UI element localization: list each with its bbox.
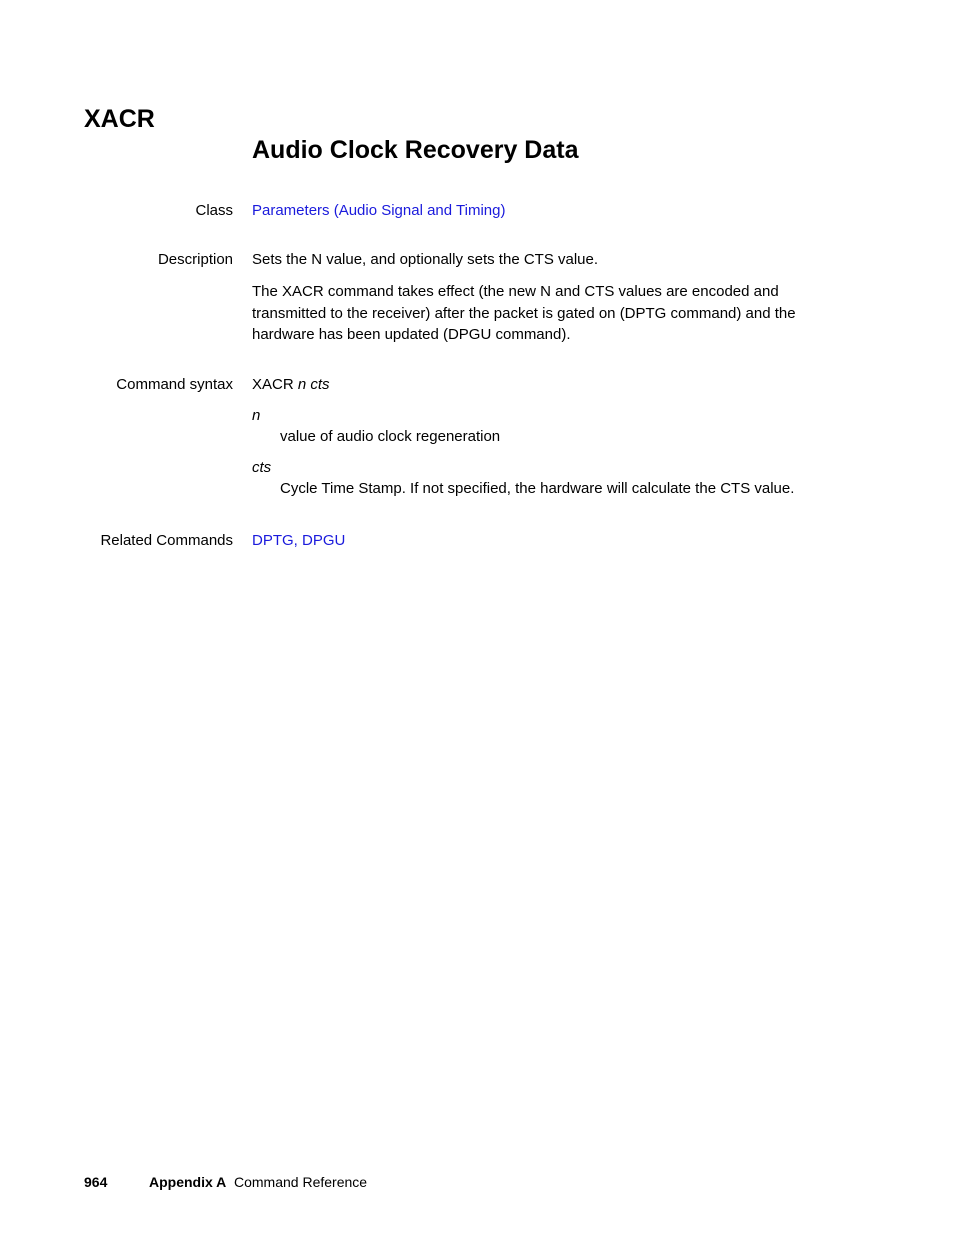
syntax-content bbox=[252, 374, 832, 500]
syntax-line bbox=[252, 374, 832, 396]
related-separator: , bbox=[293, 532, 303, 549]
param-n-name: n bbox=[252, 406, 261, 424]
syntax-command: XACR bbox=[252, 376, 294, 393]
description-content bbox=[252, 249, 832, 346]
param-n-desc: value of audio clock regeneration bbox=[280, 428, 501, 445]
command-title: Audio Clock Recovery Data bbox=[252, 136, 579, 164]
description-label: Description bbox=[157, 251, 233, 268]
class-link[interactable]: Parameters (Audio Signal and Timing) bbox=[252, 202, 506, 219]
param-cts-name: cts bbox=[252, 458, 272, 476]
page-number: 964 bbox=[84, 1174, 108, 1190]
param-cts-desc: Cycle Time Stamp. If not specified, the hardware will calculate the CTS value. bbox=[280, 480, 795, 497]
footer-appendix: Appendix A bbox=[149, 1174, 227, 1190]
related-link-dptg[interactable]: DPTG bbox=[252, 532, 294, 549]
class-value bbox=[252, 200, 832, 222]
related-link-dpgu[interactable]: DPGU bbox=[302, 532, 346, 549]
footer-chapter: Command Reference bbox=[234, 1174, 368, 1190]
related-content bbox=[252, 530, 832, 552]
syntax-args: n cts bbox=[297, 376, 330, 393]
description-summary: Sets the N value, and optionally sets the CTS value. bbox=[252, 251, 599, 268]
command-name: XACR bbox=[84, 105, 155, 133]
description-detail: The XACR command takes effect (the new N and CTS values are encoded and transmitted to the receiver) after the packet is gated on (DPTG command) and the hardware has been updated (DPGU command). bbox=[252, 283, 796, 343]
syntax-label: Command syntax bbox=[116, 376, 233, 393]
class-label: Class bbox=[195, 202, 233, 219]
related-label: Related Commands bbox=[100, 532, 233, 549]
